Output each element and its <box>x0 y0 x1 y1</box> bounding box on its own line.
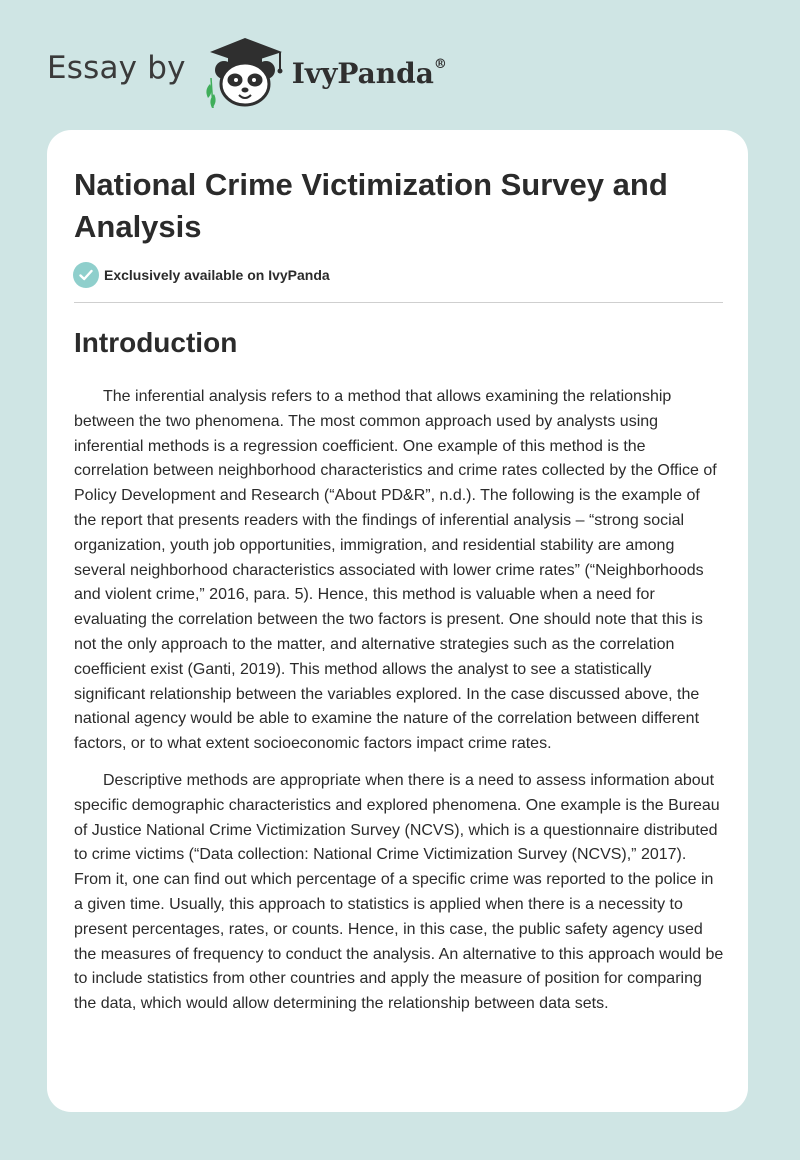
exclusive-badge <box>73 262 330 288</box>
trademark-symbol: ® <box>433 57 447 73</box>
essay-by-label: Essay by <box>47 50 186 86</box>
brand-label: IvyPanda <box>291 56 434 90</box>
paragraph: The inferential analysis refers to a method that allows examining the relationship between the two phenomena. The most common approach used by analysts using inferential methods is a regression coefficient. One example of this method is the correlation between neighborhood characteristics and crime rates collected by the Office of Policy Development and Research (“About PD&R”, n.d.). The following is the example of the report that presents readers with the findings of inferential analysis – “strong social organization, youth job opportunities, immigration, and residential stability are among several neighborhood characteristics associated with lower crime rates” (“Neighborhoods and violent crime,” 2016, para. 5). Hence, this method is valuable when a need for evaluating the correlation between the two factors is present. One should note that this is not the only approach to the matter, and alternative strategies such as the correlation coefficient exist (Ganti, 2019). This method allows the analyst to see a statistically significant relationship between the variables explored. In the case discussed above, the national agency would be able to examine the nature of the correlation between different factors, or to what extent socioeconomic factors impact crime rates. <box>74 388 717 753</box>
essay-body <box>74 385 724 1029</box>
essay-title: National Crime Victimization Survey and Analysis <box>74 167 668 244</box>
essay-card <box>47 130 748 1112</box>
section-heading: Introduction <box>74 327 238 358</box>
check-icon <box>73 262 99 288</box>
divider <box>74 302 723 303</box>
panda-graduate-icon[interactable] <box>200 34 290 110</box>
exclusive-badge-text: Exclusively available on IvyPanda <box>104 267 330 283</box>
paragraph: Descriptive methods are appropriate when there is a need to assess information about specific demographic characteristics and explored phenomena. One example is the Bureau of Justice National Crime Victimization Survey (NCVS), which is a questionnaire distributed to crime victims (“Data collection: National Crime Victimization Survey (NCVS),” 2017). From it, one can find out which percentage of a specific crime was reported to the police in a given time. Usually, this approach to statistics is applied when there is a necessity to present percentages, rates, or counts. Hence, in this case, the public safety agency used the measures of frequency to conduct the analysis. An alternative to this approach would be to include statistics from other countries and apply the measure of position for comparing the data, which would allow determining the relationship between data sets. <box>74 771 724 1013</box>
site-header <box>47 34 447 110</box>
brand-name[interactable] <box>292 57 447 90</box>
